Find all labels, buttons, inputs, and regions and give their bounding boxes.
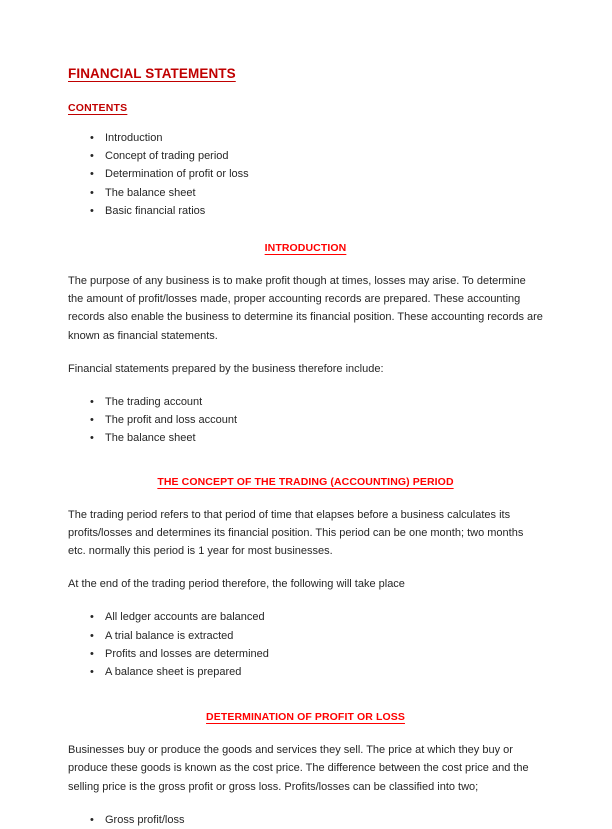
- list-item: [68, 393, 543, 411]
- section-heading-trading-period: THE CONCEPT OF THE TRADING (ACCOUNTING) PERIOD: [157, 475, 454, 488]
- contents-list: [68, 129, 543, 220]
- bullet-icon: •: [90, 168, 94, 181]
- spacer: [68, 697, 543, 710]
- list-item-label: Concept of trading period: [105, 150, 229, 163]
- bullet-icon: •: [90, 432, 94, 445]
- list-item-label: Gross profit/loss: [105, 813, 185, 826]
- bullet-icon: •: [90, 813, 94, 826]
- list-item: [68, 411, 543, 429]
- trading-period-paragraph: The trading period refers to that period of time that elapses before a business calculates its profits/losses and determines its financial position. This period can be one month; two months etc. normally this period is 1 year for most businesses.: [68, 508, 524, 558]
- list-item-label: All ledger accounts are balanced: [105, 611, 265, 624]
- list-item: [68, 147, 543, 165]
- bullet-icon: •: [90, 150, 94, 163]
- list-item: [68, 129, 543, 147]
- bullet-icon: •: [90, 186, 94, 199]
- list-item: [68, 811, 543, 829]
- list-item-label: The balance sheet: [105, 432, 196, 445]
- bullet-icon: •: [90, 629, 94, 642]
- introduction-paragraph: The purpose of any business is to make profit though at times, losses may arise. To determine the amount of profit/losses made, proper accounting records are prepared. These accounting records also enable the business to determine its financial position. These accounting records are known as financial statements.: [68, 275, 543, 342]
- bullet-icon: •: [90, 132, 94, 144]
- spacer: [68, 464, 543, 475]
- section-heading-introduction: INTRODUCTION: [264, 242, 347, 255]
- determination-list: [68, 811, 543, 829]
- contents-heading: CONTENTS: [68, 102, 128, 114]
- document-title: FINANCIAL STATEMENTS: [68, 66, 236, 81]
- bullet-icon: •: [90, 611, 94, 624]
- introduction-lead-in: Financial statements prepared by the business therefore include:: [68, 362, 384, 375]
- bullet-icon: •: [90, 647, 94, 660]
- bullet-icon: •: [90, 414, 94, 427]
- list-item-label: Determination of profit or loss: [105, 168, 249, 181]
- list-item: [68, 184, 543, 202]
- list-item: [68, 429, 543, 447]
- determination-paragraph: Businesses buy or produce the goods and services they sell. The price at which they buy or produce these goods is known as the cost price. The difference between the cost price and the selling price is the gross profit or gross loss. Profits/losses can be classified into two;: [68, 744, 529, 793]
- list-item-label: Profits and losses are determined: [105, 647, 269, 660]
- section-heading-determination: DETERMINATION OF PROFIT OR LOSS: [206, 711, 405, 724]
- trading-period-list: [68, 608, 543, 681]
- list-item: [68, 663, 543, 681]
- list-item-label: The balance sheet: [105, 186, 196, 199]
- bullet-icon: •: [90, 204, 94, 217]
- list-item: [68, 202, 543, 220]
- list-item: [68, 645, 543, 663]
- introduction-list: [68, 393, 543, 448]
- list-item: [68, 165, 543, 183]
- list-item-label: A balance sheet is prepared: [105, 666, 242, 679]
- list-item: [68, 627, 543, 645]
- list-item-label: A trial balance is extracted: [105, 629, 234, 642]
- list-item-label: Introduction: [105, 132, 163, 144]
- list-item-label: Basic financial ratios: [105, 204, 206, 217]
- bullet-icon: •: [90, 666, 94, 679]
- bullet-icon: •: [90, 396, 94, 409]
- trading-period-lead-in: At the end of the trading period therefore, the following will take place: [68, 578, 405, 591]
- list-item: [68, 608, 543, 626]
- list-item-label: The profit and loss account: [105, 414, 238, 427]
- list-item-label: The trading account: [105, 396, 203, 409]
